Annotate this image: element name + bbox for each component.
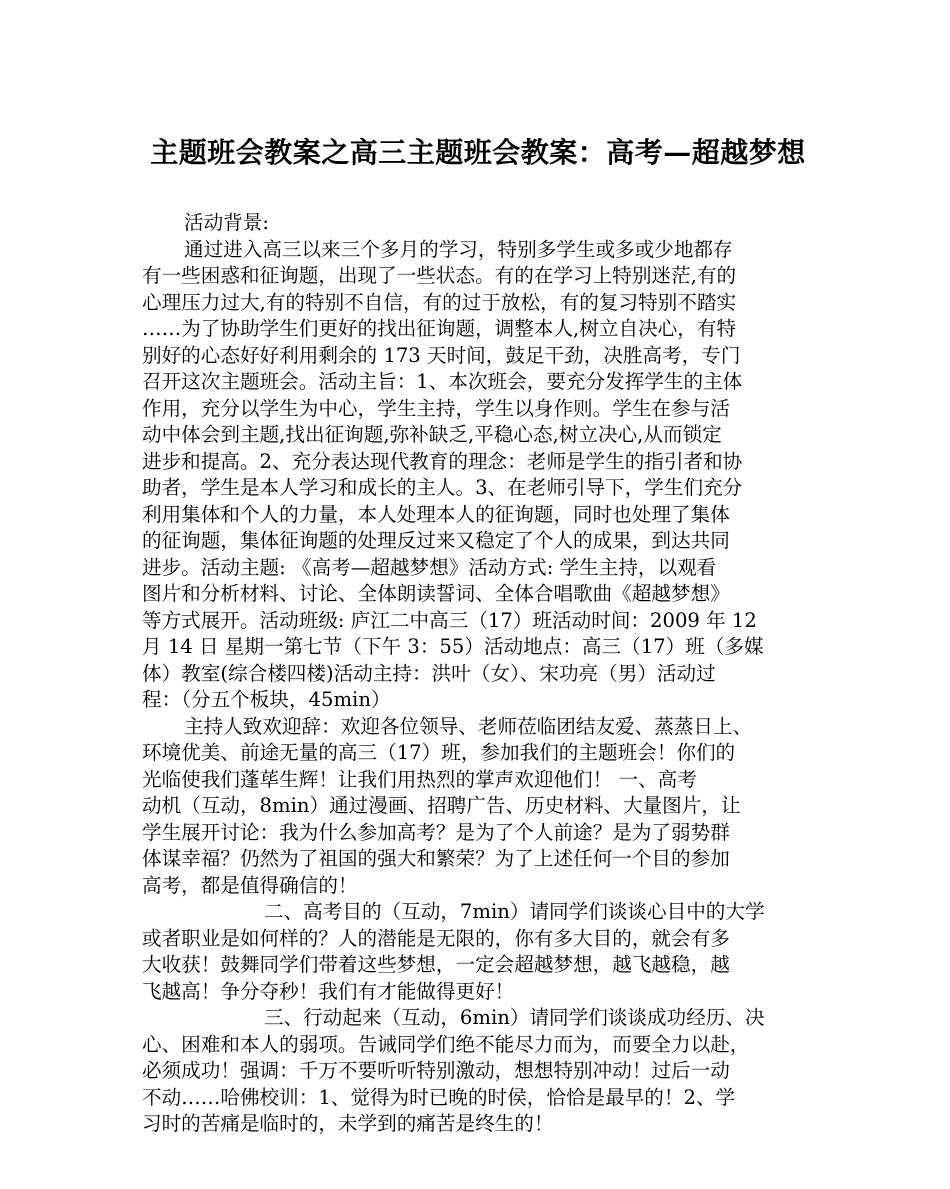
text-line: 作用，充分以学生为中心，学生主持，学生以身作则。学生在参与活 (142, 396, 730, 420)
text-line: 主持人致欢迎辞：欢迎各位领导、老师莅临团结友爱、蒸蒸日上、 (184, 714, 753, 738)
text-line: 光临使我们蓬荜生辉！让我们用热烈的掌声欢迎他们！ 一、高考 (142, 767, 697, 791)
text-line: 不动……哈佛校训：1、觉得为时已晚的时侯，恰恰是最早的！2、学 (142, 1085, 736, 1109)
text-line: 的征询题，集体征询题的处理反过来又稳定了个人的成果，到达共同 (142, 529, 730, 552)
text-line: 动中体会到主题,找出征询题,弥补缺乏,平稳心态,树立决心,从而锁定 (142, 423, 722, 446)
text-line: 进步和提高。2、充分表达现代教育的理念：老师是学生的指引者和协 (142, 449, 743, 473)
text-line: 体）教室(综合楼四楼)活动主持：洪叶（女）、宋功亮（男）活动过 (142, 661, 716, 685)
text-line: 二、高考目的（互动，7min）请同学们谈谈心目中的大学 (264, 900, 765, 923)
text-line: 心理压力过大,有的特别不自信，有的过于放松，有的复习特别不踏实 (142, 290, 737, 314)
text-line: 或者职业是如何样的？人的潜能是无限的，你有多大目的，就会有多 (142, 926, 730, 950)
text-line: 活动背景: (184, 211, 269, 234)
text-line: 高考，都是值得确信的！ (142, 873, 358, 897)
text-line: 大收获！鼓舞同学们带着这些梦想，一定会超越梦想，越飞越稳，越 (142, 953, 730, 976)
text-line: 三、行动起来（互动，6min）请同学们谈谈成功经历、决 (264, 1006, 765, 1029)
text-line: 别好的心态好好利用剩余的 173 天时间，鼓足干劲，决胜高考，专门 (142, 343, 741, 367)
text-line: 召开这次主题班会。活动主旨：1、本次班会，要充分发挥学生的主体 (142, 370, 743, 393)
text-line: 通过进入高三以来三个多月的学习，特别多学生或多或少地都存 (184, 237, 733, 261)
text-line: 图片和分析材料、讨论、全体朗读誓词、全体合唱歌曲《超越梦想》 (142, 582, 730, 605)
text-line: 学生展开讨论：我为什么参加高考？是为了个人前途？是为了弱势群 (142, 820, 730, 844)
text-line: 必须成功！强调：千万不要听听特别激动，想想特别冲动！过后一动 (142, 1059, 730, 1082)
text-line: 进步。活动主题: 《高考—超越梦想》活动方式: 学生主持，以观看 (142, 555, 717, 579)
text-line: 环境优美、前途无量的高三（17）班，参加我们的主题班会！你们的 (142, 741, 736, 764)
text-line: 月 14 日 星期一第七节（下午 3：55）活动地点：高三（17）班（多媒 (142, 635, 764, 658)
document-title: 主题班会教案之高三主题班会教案：高考—超越梦想 (150, 136, 806, 169)
text-line: 飞越高！争分夺秒！我们有才能做得更好！ (142, 979, 515, 1003)
document-body (142, 210, 814, 1138)
text-line: 助者，学生是本人学习和成长的主人。3、在老师引导下，学生们充分 (142, 476, 743, 499)
text-line: 有一些困惑和征询题，出现了一些状态。有的在学习上特别迷茫,有的 (142, 264, 737, 287)
text-line: ……为了协助学生们更好的找出征询题，调整本人,树立自决心，有特 (142, 317, 737, 340)
text-line: 动机（互动，8min）通过漫画、招聘广告、历史材料、大量图片，让 (142, 794, 741, 817)
text-line: 体谋幸福？仍然为了祖国的强大和繁荣？为了上述任何一个目的参加 (142, 847, 730, 870)
text-line: 心、困难和本人的弱项。告诫同学们绝不能尽力而为，而要全力以赴， (142, 1032, 750, 1056)
text-line: 利用集体和个人的力量，本人处理本人的征询题，同时也处理了集体 (142, 502, 730, 526)
text-line: 程：（分五个板块，45min） (142, 688, 391, 711)
text-line: 习时的苦痛是临时的，未学到的痛苦是终生的！ (142, 1112, 554, 1135)
text-line: 等方式展开。活动班级: 庐江二中高三（17）班活动时间：2009 年 12 (142, 608, 757, 632)
